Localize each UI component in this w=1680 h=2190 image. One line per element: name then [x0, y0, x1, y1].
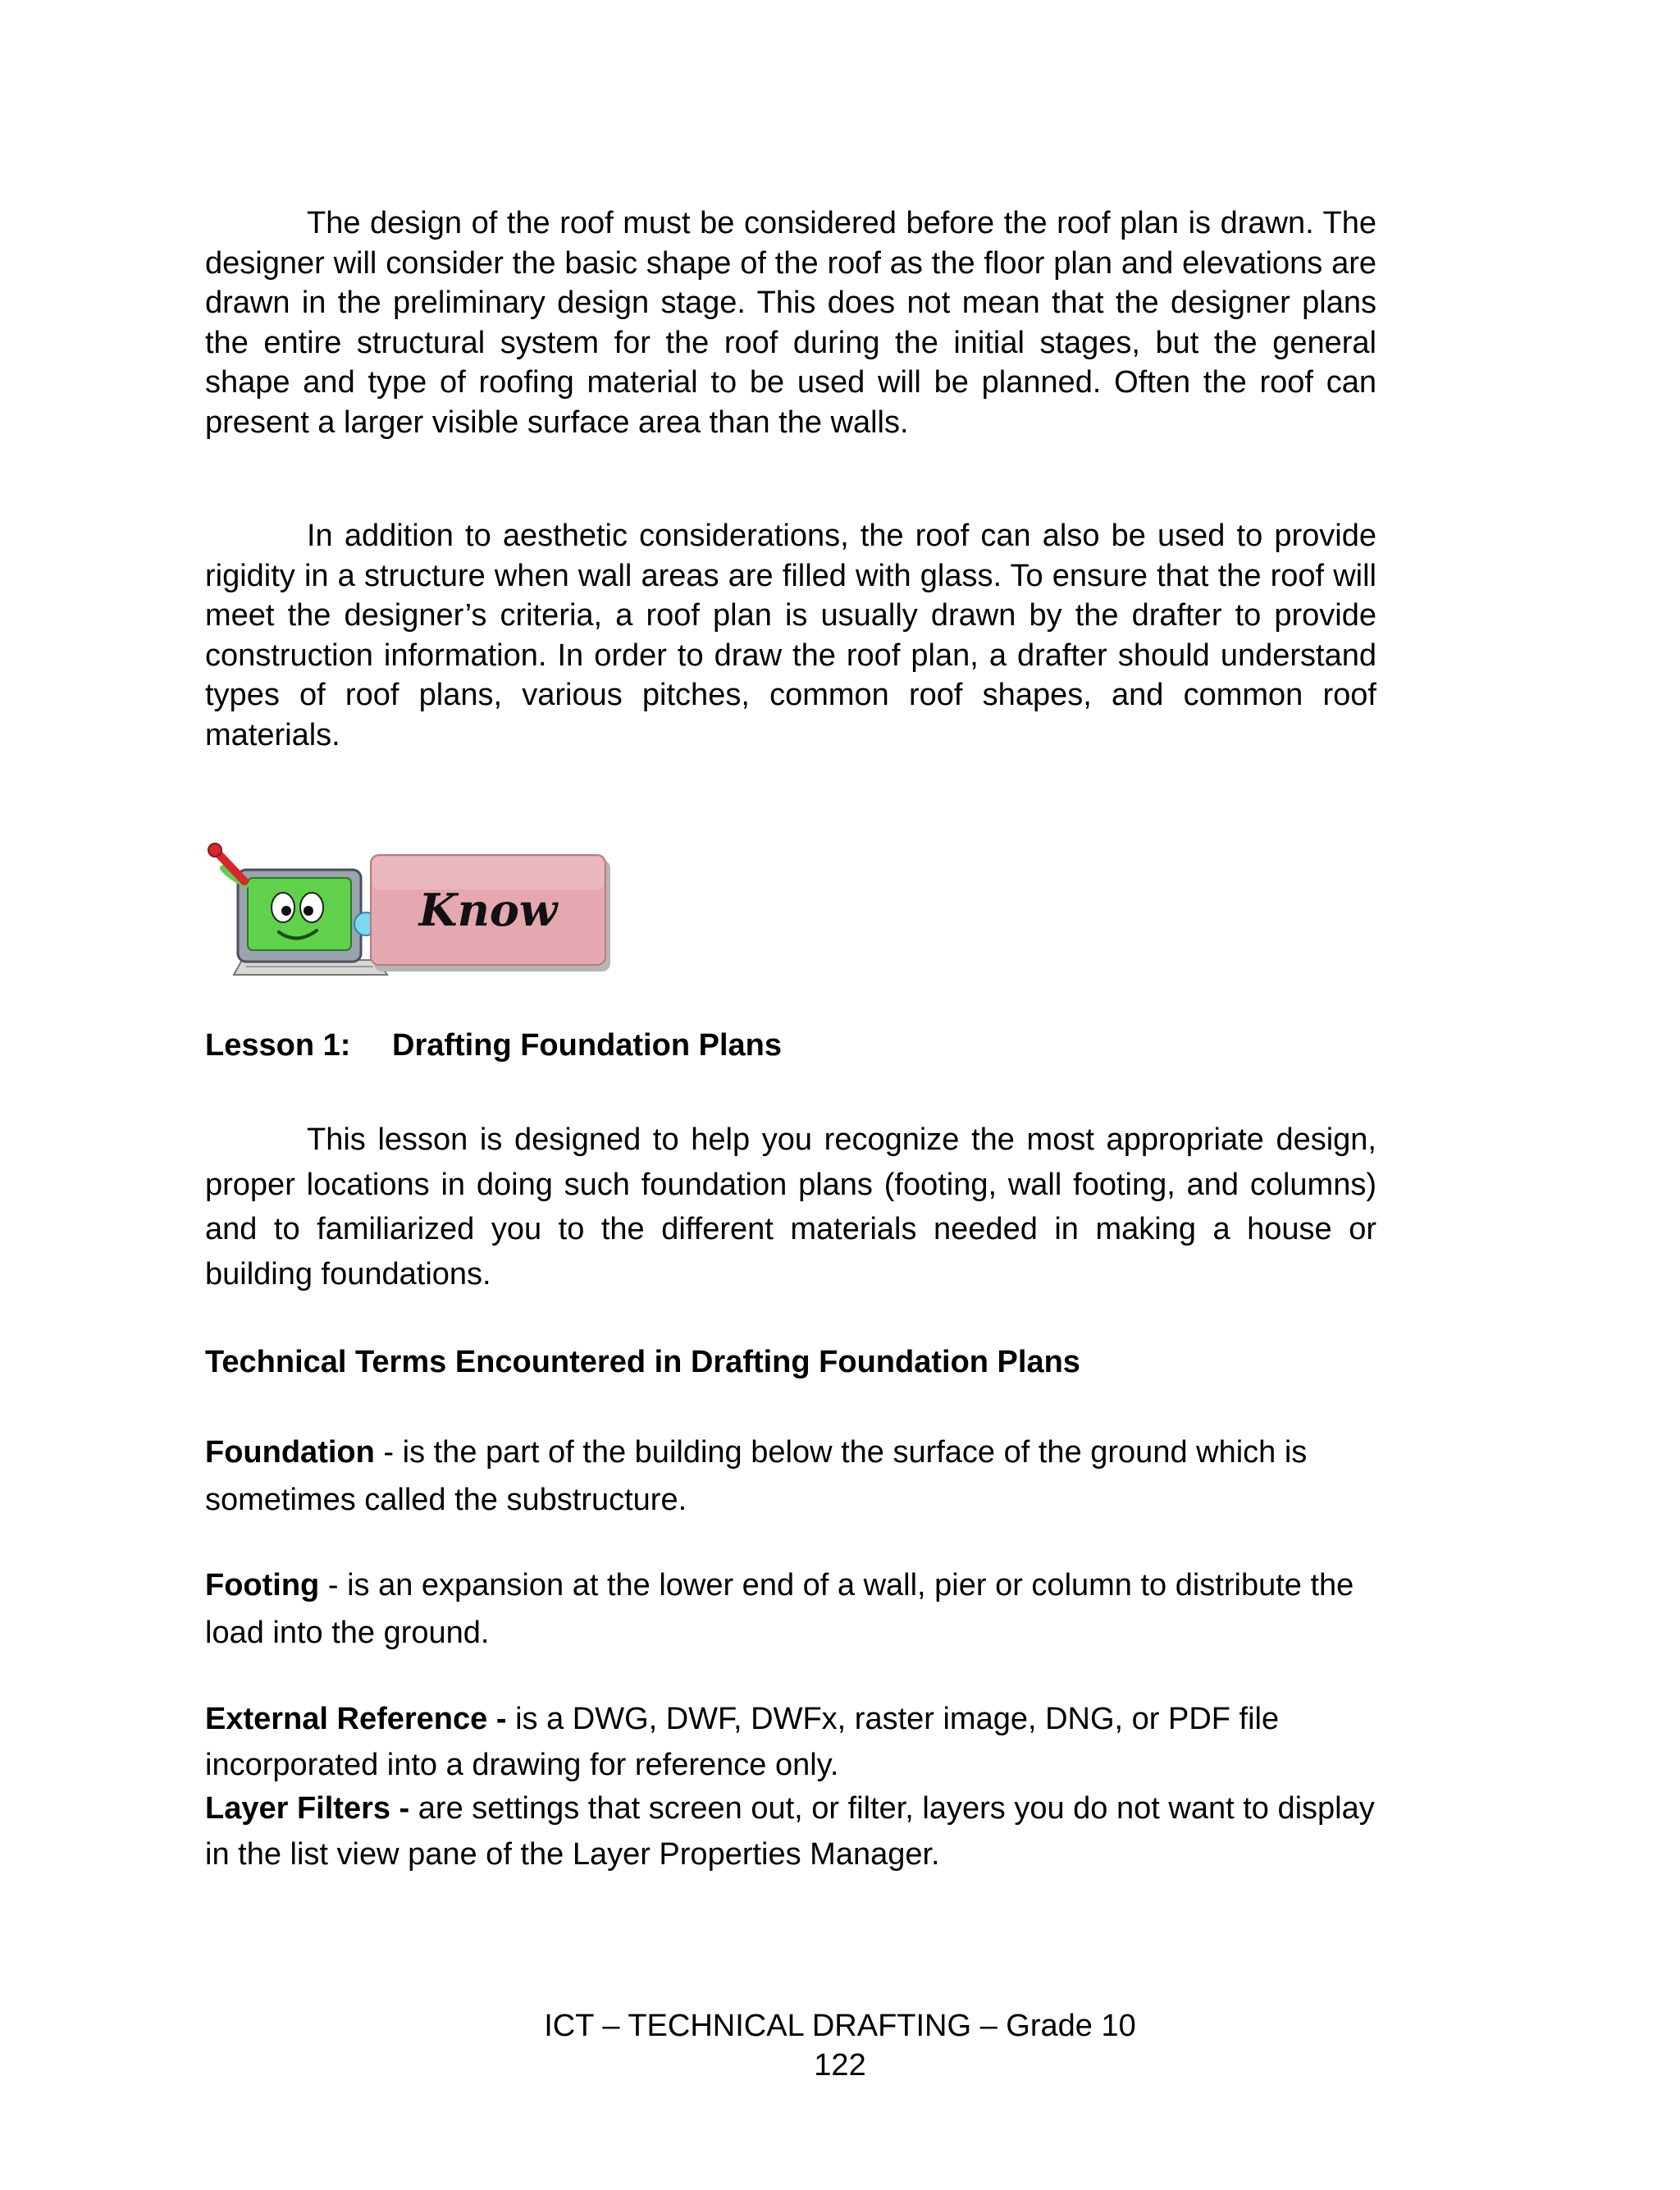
computer-mascot-with-pencil-icon	[208, 844, 387, 975]
intro-paragraph-2: In addition to aesthetic considerations, the roof can also be used to provide rigidity in a structure when wall areas are filled with glass. To ensure that the roof will meet the designer’s criteria, a roof plan is usually drawn by the drafter to provide construction information. In order to draw the roof plan, a drafter should understand types of roof plans, various pitches, common roof shapes, and common roof materials.	[205, 519, 1376, 752]
footer-title: ICT – TECHNICAL DRAFTING – Grade 10	[544, 2009, 1136, 2043]
term-name: Foundation	[205, 1435, 375, 1470]
term-definition: is a DWG, DWF, DWFx, raster image, DNG, or PDF file incorporated into a drawing for reference only.	[205, 1702, 1280, 1782]
know-label: Know	[418, 884, 558, 936]
term-name: External Reference -	[205, 1702, 507, 1736]
know-banner	[205, 835, 615, 976]
lesson-heading	[205, 1026, 782, 1065]
term-definition: are settings that screen out, or filter, layers you do not want to display in the list view pane of the Layer Properties Manager.	[205, 1791, 1375, 1872]
term-definition: is an expansion at the lower end of a wall, pier or column to distribute the load into the ground.	[205, 1568, 1354, 1650]
terms-heading: Technical Terms Encountered in Drafting Foundation Plans	[205, 1345, 1080, 1379]
term-layer-filters	[205, 1785, 1386, 1877]
term-name: Layer Filters -	[205, 1791, 410, 1826]
intro-paragraph-1: The design of the roof must be considered before the roof plan is drawn. The designer will consider the basic shape of the roof as the floor plan and elevations are drawn in the preliminary design stage. This does not mean that the designer plans the entire structural system for the roof during the initial stages, but the general shape and type of roofing material to be used will be planned. Often the roof can present a larger visible surface area than the walls.	[205, 206, 1376, 440]
term-foundation: Foundation - is the part of the building below the surface of the ground which is sometimes called the substructure.	[205, 1435, 1308, 1517]
term-footing: Footing - is an expansion at the lower end of a wall, pier or column to distribute the load into the ground.	[205, 1568, 1354, 1650]
lesson-description: This lesson is designed to help you recognize the most appropriate design, proper locations in doing such foundation plans (footing, wall footing, and columns) and to familiarized you to the different materials needed in making a house or building foundations.	[205, 1122, 1376, 1292]
term-external-reference	[205, 1696, 1386, 1788]
page-number: 122	[814, 2048, 866, 2083]
lesson-title: Drafting Foundation Plans	[392, 1028, 782, 1063]
term-name: Footing	[205, 1568, 320, 1602]
lesson-number: Lesson 1:	[205, 1028, 351, 1063]
term-definition: is the part of the building below the surface of the ground which is sometimes called the substructure.	[205, 1435, 1308, 1517]
